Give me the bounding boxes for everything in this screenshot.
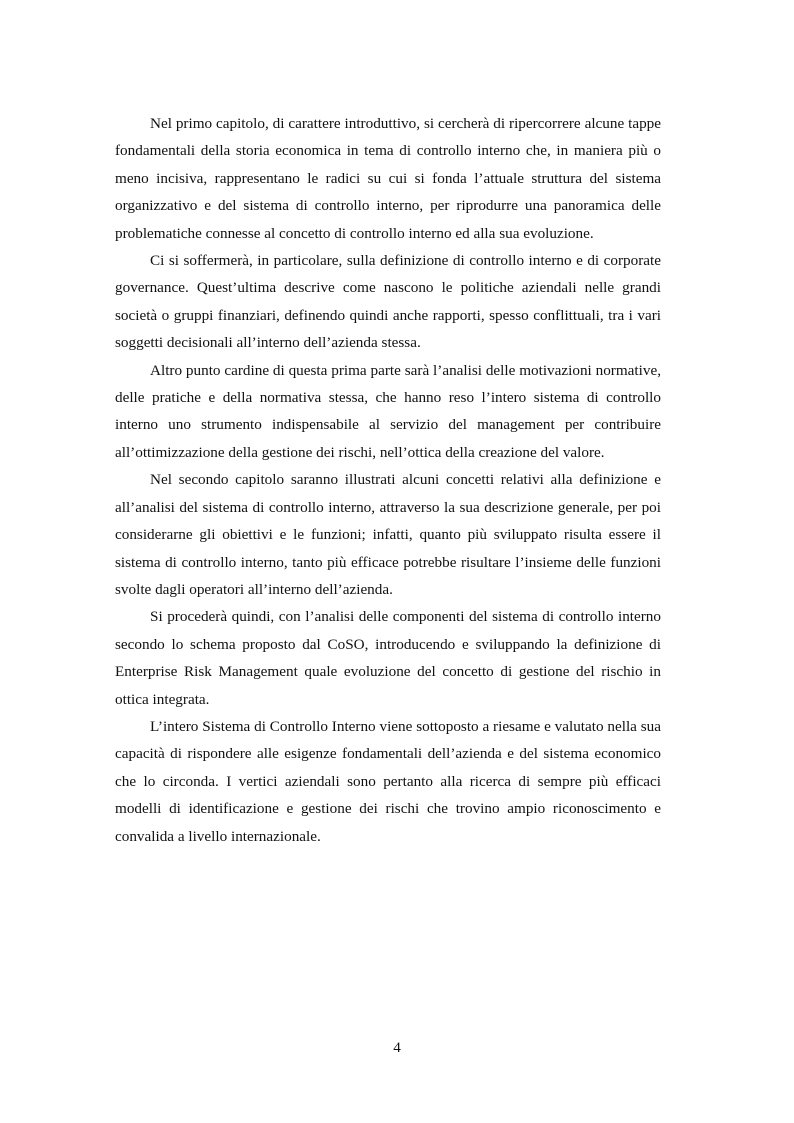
paragraph-4: Nel secondo capitolo saranno illustrati alcuni concetti relativi alla definizione e all’analisi del sistema di controllo interno, attraverso la sua descrizione generale, per poi considerarne gli obiettivi e le funzioni; infatti, quanto più sviluppato risulta essere il sistema di controllo interno, tanto più efficace potrebbe risultare l’insieme delle funzioni svolte dagli operatori all’interno dell’azienda. xyxy=(115,471,661,598)
paragraph-5: Si procederà quindi, con l’analisi delle componenti del sistema di controllo interno secondo lo schema proposto dal CoSO, introducendo e sviluppando la definizione di Enterprise Risk Management quale evoluzione del concetto di gestione del rischio in ottica integrata. xyxy=(115,608,661,708)
page-number: 4 xyxy=(393,1039,401,1056)
paragraph-3: Altro punto cardine di questa prima parte sarà l’analisi delle motivazioni normative, delle pratiche e della normativa stessa, che hanno reso l’intero sistema di controllo interno uno strumento indispensabile al servizio del management per contribuire all’ottimizzazione della gestione dei rischi, nell’ottica della creazione del valore. xyxy=(115,361,661,461)
paragraph-1: Nel primo capitolo, di carattere introduttivo, si cercherà di ripercorrere alcune tappe fondamentali della storia economica in tema di controllo interno che, in maniera più o meno incisiva, rappresentano le radici su cui si fonda l’attuale struttura del sistema organizzativo e del sistema di controllo interno, per riprodurre una panoramica delle problematiche connesse al concetto di controllo interno ed alla sua evoluzione. xyxy=(115,115,661,242)
paragraph-6: L’intero Sistema di Controllo Interno viene sottoposto a riesame e valutato nella sua capacità di rispondere alle esigenze fondamentali dell’azienda e del sistema economico che lo circonda. I vertici aziendali sono pertanto alla ricerca di sempre più efficaci modelli di identificazione e gestione dei rischi che trovino ampio riconoscimento e convalida a livello internazionale. xyxy=(115,717,661,845)
body-text xyxy=(115,110,661,850)
paragraph-2: Ci si soffermerà, in particolare, sulla definizione di controllo interno e di corporate governance. Quest’ultima descrive come nascono le politiche aziendali nelle grandi società o gruppi finanziari, definendo quindi anche rapporti, spesso conflittuali, tra i vari soggetti decisionali all’interno dell’azienda stessa. xyxy=(115,252,661,352)
